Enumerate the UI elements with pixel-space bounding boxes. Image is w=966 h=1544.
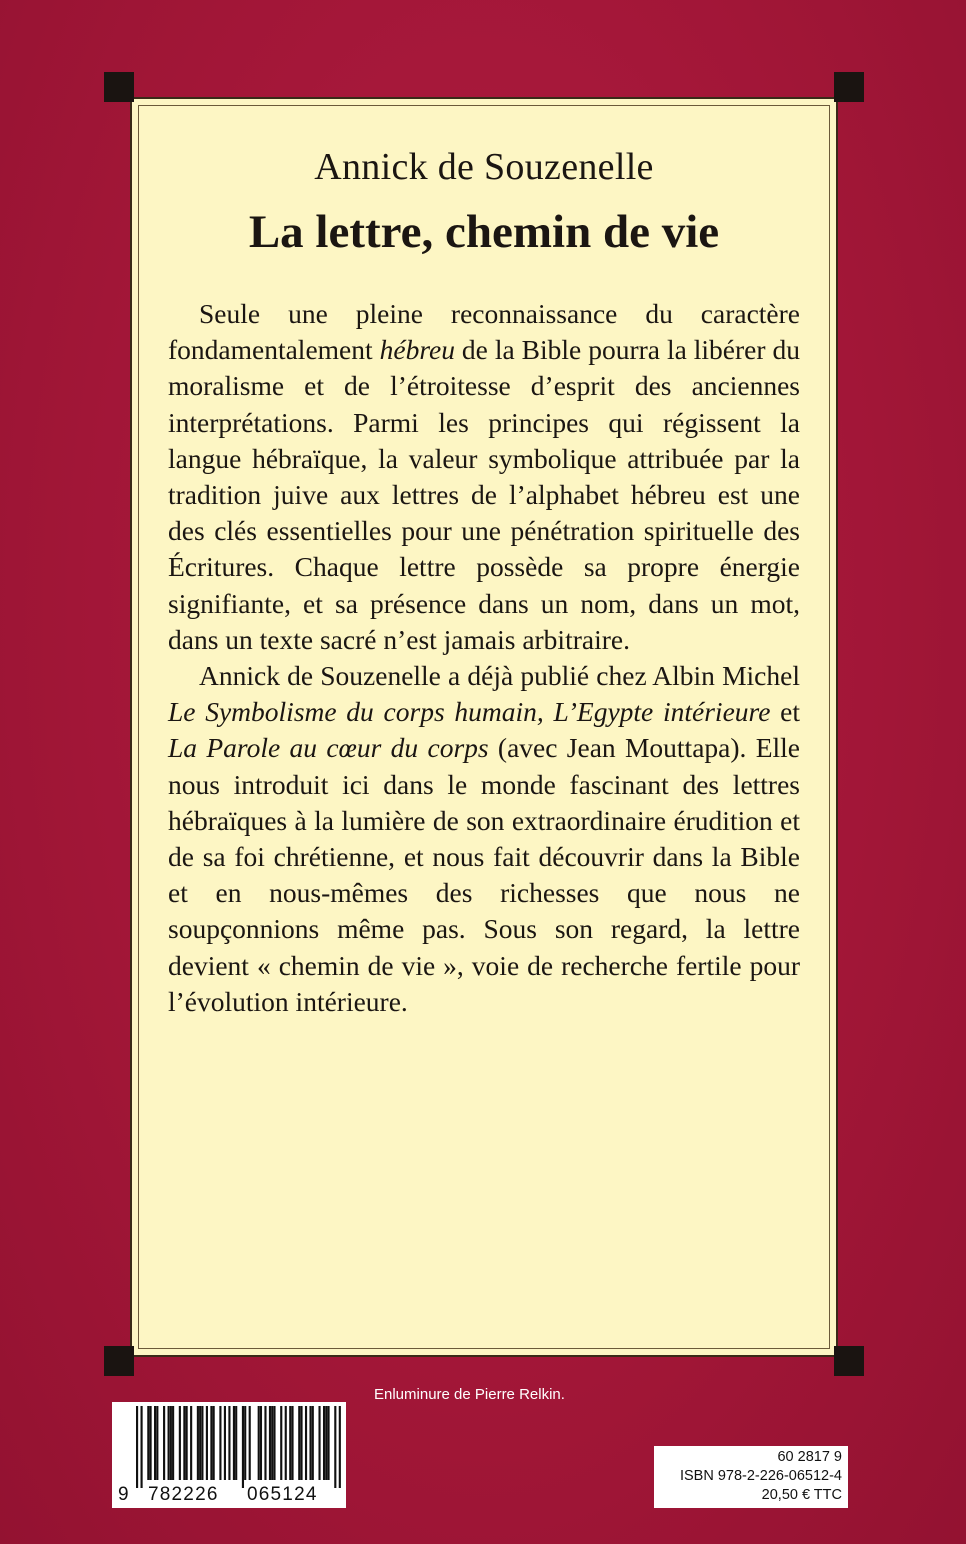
corner-ornament-top-right xyxy=(834,72,864,102)
barcode-bar xyxy=(339,1406,341,1488)
barcode-bar xyxy=(289,1406,291,1480)
p1-emphasis: hébreu xyxy=(379,334,455,366)
corner-ornament-bottom-right xyxy=(834,1346,864,1376)
barcode-bar xyxy=(258,1406,260,1480)
book-title: La lettre, chemin de vie xyxy=(248,206,720,258)
barcode-bar xyxy=(271,1406,273,1480)
barcode-bar xyxy=(242,1406,244,1488)
p1-text-a: Seule une pleine reconnaissance du caractère fondamentalement xyxy=(168,298,800,366)
corner-ornament-bottom-left xyxy=(104,1346,134,1376)
barcode-bar xyxy=(273,1406,275,1480)
barcode-bar xyxy=(156,1406,158,1480)
barcode-bars xyxy=(136,1406,341,1488)
barcode-bar xyxy=(312,1406,314,1480)
barcode-bar xyxy=(285,1406,287,1480)
barcode-bar xyxy=(147,1406,149,1480)
p2-text-a: Annick de Souzenelle a déjà publié chez Albin Michel xyxy=(199,660,800,692)
barcode-bar xyxy=(249,1406,251,1480)
barcode xyxy=(112,1402,346,1508)
barcode-bar xyxy=(325,1406,327,1480)
barcode-bar xyxy=(172,1406,174,1480)
corner-ornament-top-left xyxy=(104,72,134,102)
barcode-bar xyxy=(206,1406,208,1480)
barcode-bar xyxy=(300,1406,302,1480)
book-title-2: L’Egypte intérieure xyxy=(553,696,771,728)
barcode-bar xyxy=(150,1406,152,1480)
barcode-bar xyxy=(170,1406,172,1480)
barcode-bar xyxy=(154,1406,156,1480)
barcode-bar xyxy=(269,1406,271,1480)
barcode-bar xyxy=(327,1406,329,1480)
barcode-bar xyxy=(291,1406,293,1480)
p2-sep-2: et xyxy=(770,696,800,728)
barcode-bar xyxy=(179,1406,181,1480)
book-title-1: Le Symbolisme du corps humain xyxy=(168,696,537,728)
barcode-bar xyxy=(210,1406,212,1480)
blurb-paragraph-2 xyxy=(168,658,800,1020)
barcode-bar xyxy=(260,1406,262,1480)
barcode-bar xyxy=(199,1406,201,1480)
barcode-bar xyxy=(309,1406,311,1480)
barcode-bar xyxy=(197,1406,199,1480)
barcode-bar xyxy=(305,1406,307,1480)
barcode-lead-digit: 9 xyxy=(118,1484,130,1505)
barcode-bar xyxy=(280,1406,282,1480)
barcode-bar xyxy=(163,1406,165,1480)
barcode-bar xyxy=(334,1406,336,1488)
product-code: 60 2817 9 xyxy=(777,1449,842,1465)
barcode-bar xyxy=(190,1406,192,1480)
barcode-bar xyxy=(228,1406,230,1480)
barcode-bar xyxy=(244,1406,246,1480)
barcode-bar xyxy=(213,1406,215,1480)
illumination-credit: Enluminure de Pierre Relkin. xyxy=(374,1386,565,1403)
barcode-bar xyxy=(318,1406,320,1480)
p2-sep-1: , xyxy=(536,696,554,728)
barcode-bar xyxy=(186,1406,188,1480)
barcode-bar xyxy=(298,1406,300,1480)
barcode-bar xyxy=(141,1406,143,1488)
barcode-bar xyxy=(219,1406,221,1480)
price: 20,50 € TTC xyxy=(761,1487,842,1503)
p2-text-b: (avec Jean Mouttapa). Elle nous introduit ici dans le monde fascinant des lettres hébraïques à la lumière de son extraordinaire érudition et de sa foi chrétienne, et nous fait découvrir dans la Bible et en nous-mêmes des richesses que nous ne soupçonnions même pas. Sous son regard, la lettre devient « chemin de vie », voie de recherche fertile pour l’évolution intérieure. xyxy=(168,732,801,1017)
isbn-price-box xyxy=(654,1446,848,1508)
barcode-bar xyxy=(201,1406,203,1480)
barcode-bar xyxy=(233,1406,235,1480)
barcode-bar xyxy=(264,1406,266,1480)
barcode-bar xyxy=(224,1406,226,1480)
barcode-bar xyxy=(323,1406,325,1480)
barcode-bar xyxy=(168,1406,170,1480)
barcode-group-1: 782226 xyxy=(148,1484,219,1505)
book-title-3: La Parole au cœur du corps xyxy=(168,732,489,764)
barcode-group-2: 065124 xyxy=(247,1484,318,1505)
barcode-bar xyxy=(235,1406,237,1480)
blurb xyxy=(168,296,800,1020)
p1-text-b: de la Bible pourra la libérer du moralisme et de l’étroitesse d’esprit des anciennes interprétations. Parmi les principes qui régissent la langue hébraïque, la valeur symbolique attribuée par la tradition juive aux lettres de l’alphabet hébreu est une des clés essentielles pour une pénétration spirituelle des Écritures. Chaque lettre possède sa propre énergie signifiante, et sa présence dans un nom, dans un mot, dans un texte sacré n’est jamais arbitraire. xyxy=(168,334,800,655)
blurb-paragraph-1 xyxy=(168,296,800,658)
barcode-bar xyxy=(136,1406,138,1488)
author-name: Annick de Souzenelle xyxy=(314,146,654,188)
isbn: ISBN 978-2-226-06512-4 xyxy=(679,1468,842,1484)
barcode-bar xyxy=(183,1406,185,1480)
